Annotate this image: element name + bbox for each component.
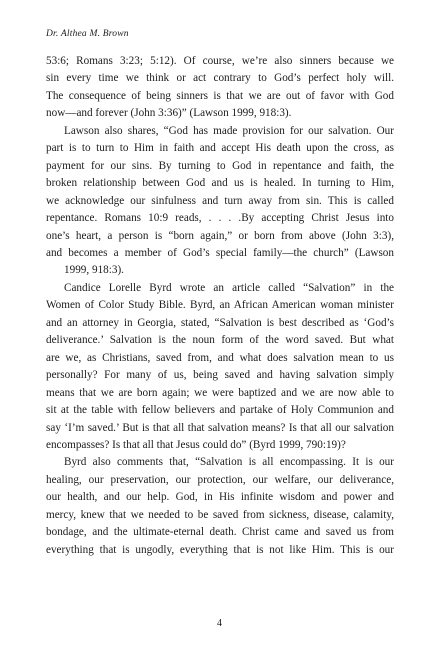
text-line: means that we are born again; we were baptized and we are now able to <box>46 386 394 399</box>
text-line: part is to turn to Him in faith and accept His death upon the cross, as <box>46 142 394 155</box>
text-line: one’s heart, a person is “born again,” or born from above (John 3:3), <box>46 229 394 242</box>
text-line: bondage, and the ultimate-eternal death. Christ came and saved us from <box>46 526 394 539</box>
text-line: say ‘I’m saved.’ But is that all that salvation means? Is that all our salvation <box>46 421 394 434</box>
running-head: Dr. Althea M. Brown <box>46 29 129 39</box>
text-line: 1999, 918:3). <box>64 264 124 277</box>
text-line: personally? For many of us, being saved and having salvation simply <box>46 369 394 382</box>
text-line: now—and forever (John 3:36)” (Lawson 1999, 918:3). <box>46 107 292 120</box>
text-line: deliverance.’ Salvation is the noun form of the word saved. But what <box>46 334 394 347</box>
text-line: The consequence of being sinners is that we are out of favor with God <box>46 89 394 102</box>
text-line: healing, our preservation, our protection, our welfare, our deliverance, <box>46 473 394 486</box>
text-line: Lawson also shares, “God has made provision for our salvation. Our <box>64 124 394 137</box>
body-text <box>46 53 394 559</box>
text-line: encompasses? Is that all that Jesus could do” (Byrd 1999, 790:19)? <box>46 438 346 451</box>
text-line: Byrd also comments that, “Salvation is all encompassing. It is our <box>64 456 394 469</box>
text-line: 53:6; Romans 3:23; 5:12). Of course, we’re also sinners because we <box>46 55 394 67</box>
page-number: 4 <box>217 618 222 629</box>
text-line: and an attorney in Georgia, stated, “Salvation is best described as ‘God’s <box>46 316 394 329</box>
text-line: mercy, knew that we needed to be saved from sickness, disease, calamity, <box>46 508 394 521</box>
text-line: we acknowledge our sinfulness and turn away from sin. This is called <box>46 194 394 207</box>
text-line: our health, and our help. God, in His infinite wisdom and power and <box>46 491 394 504</box>
text-line: are we, as Christians, saved from, and what does salvation mean to us <box>46 351 394 364</box>
text-line: sit at the table with fellow believers and partake of Holy Communion and <box>46 404 394 417</box>
text-line: Women of Color Study Bible. Byrd, an African American woman minister <box>46 299 394 312</box>
text-line: everything that is ungodly, everything that is not like Him. This is our <box>46 543 394 556</box>
text-line: repentance. Romans 10:9 reads, . . . .By accepting Christ Jesus into <box>46 212 394 225</box>
text-line: and becomes a member of God’s special family—the church” (Lawson <box>46 246 394 259</box>
text-line: Candice Lorelle Byrd wrote an article called “Salvation” in the <box>64 281 394 294</box>
text-line: payment for our sins. By turning to God in repentance and faith, the <box>46 159 394 172</box>
text-line: broken relationship between God and us is healed. In turning to Him, <box>46 177 394 190</box>
text-line: sin every time we think or act contrary to God’s perfect holy will. <box>46 72 394 85</box>
